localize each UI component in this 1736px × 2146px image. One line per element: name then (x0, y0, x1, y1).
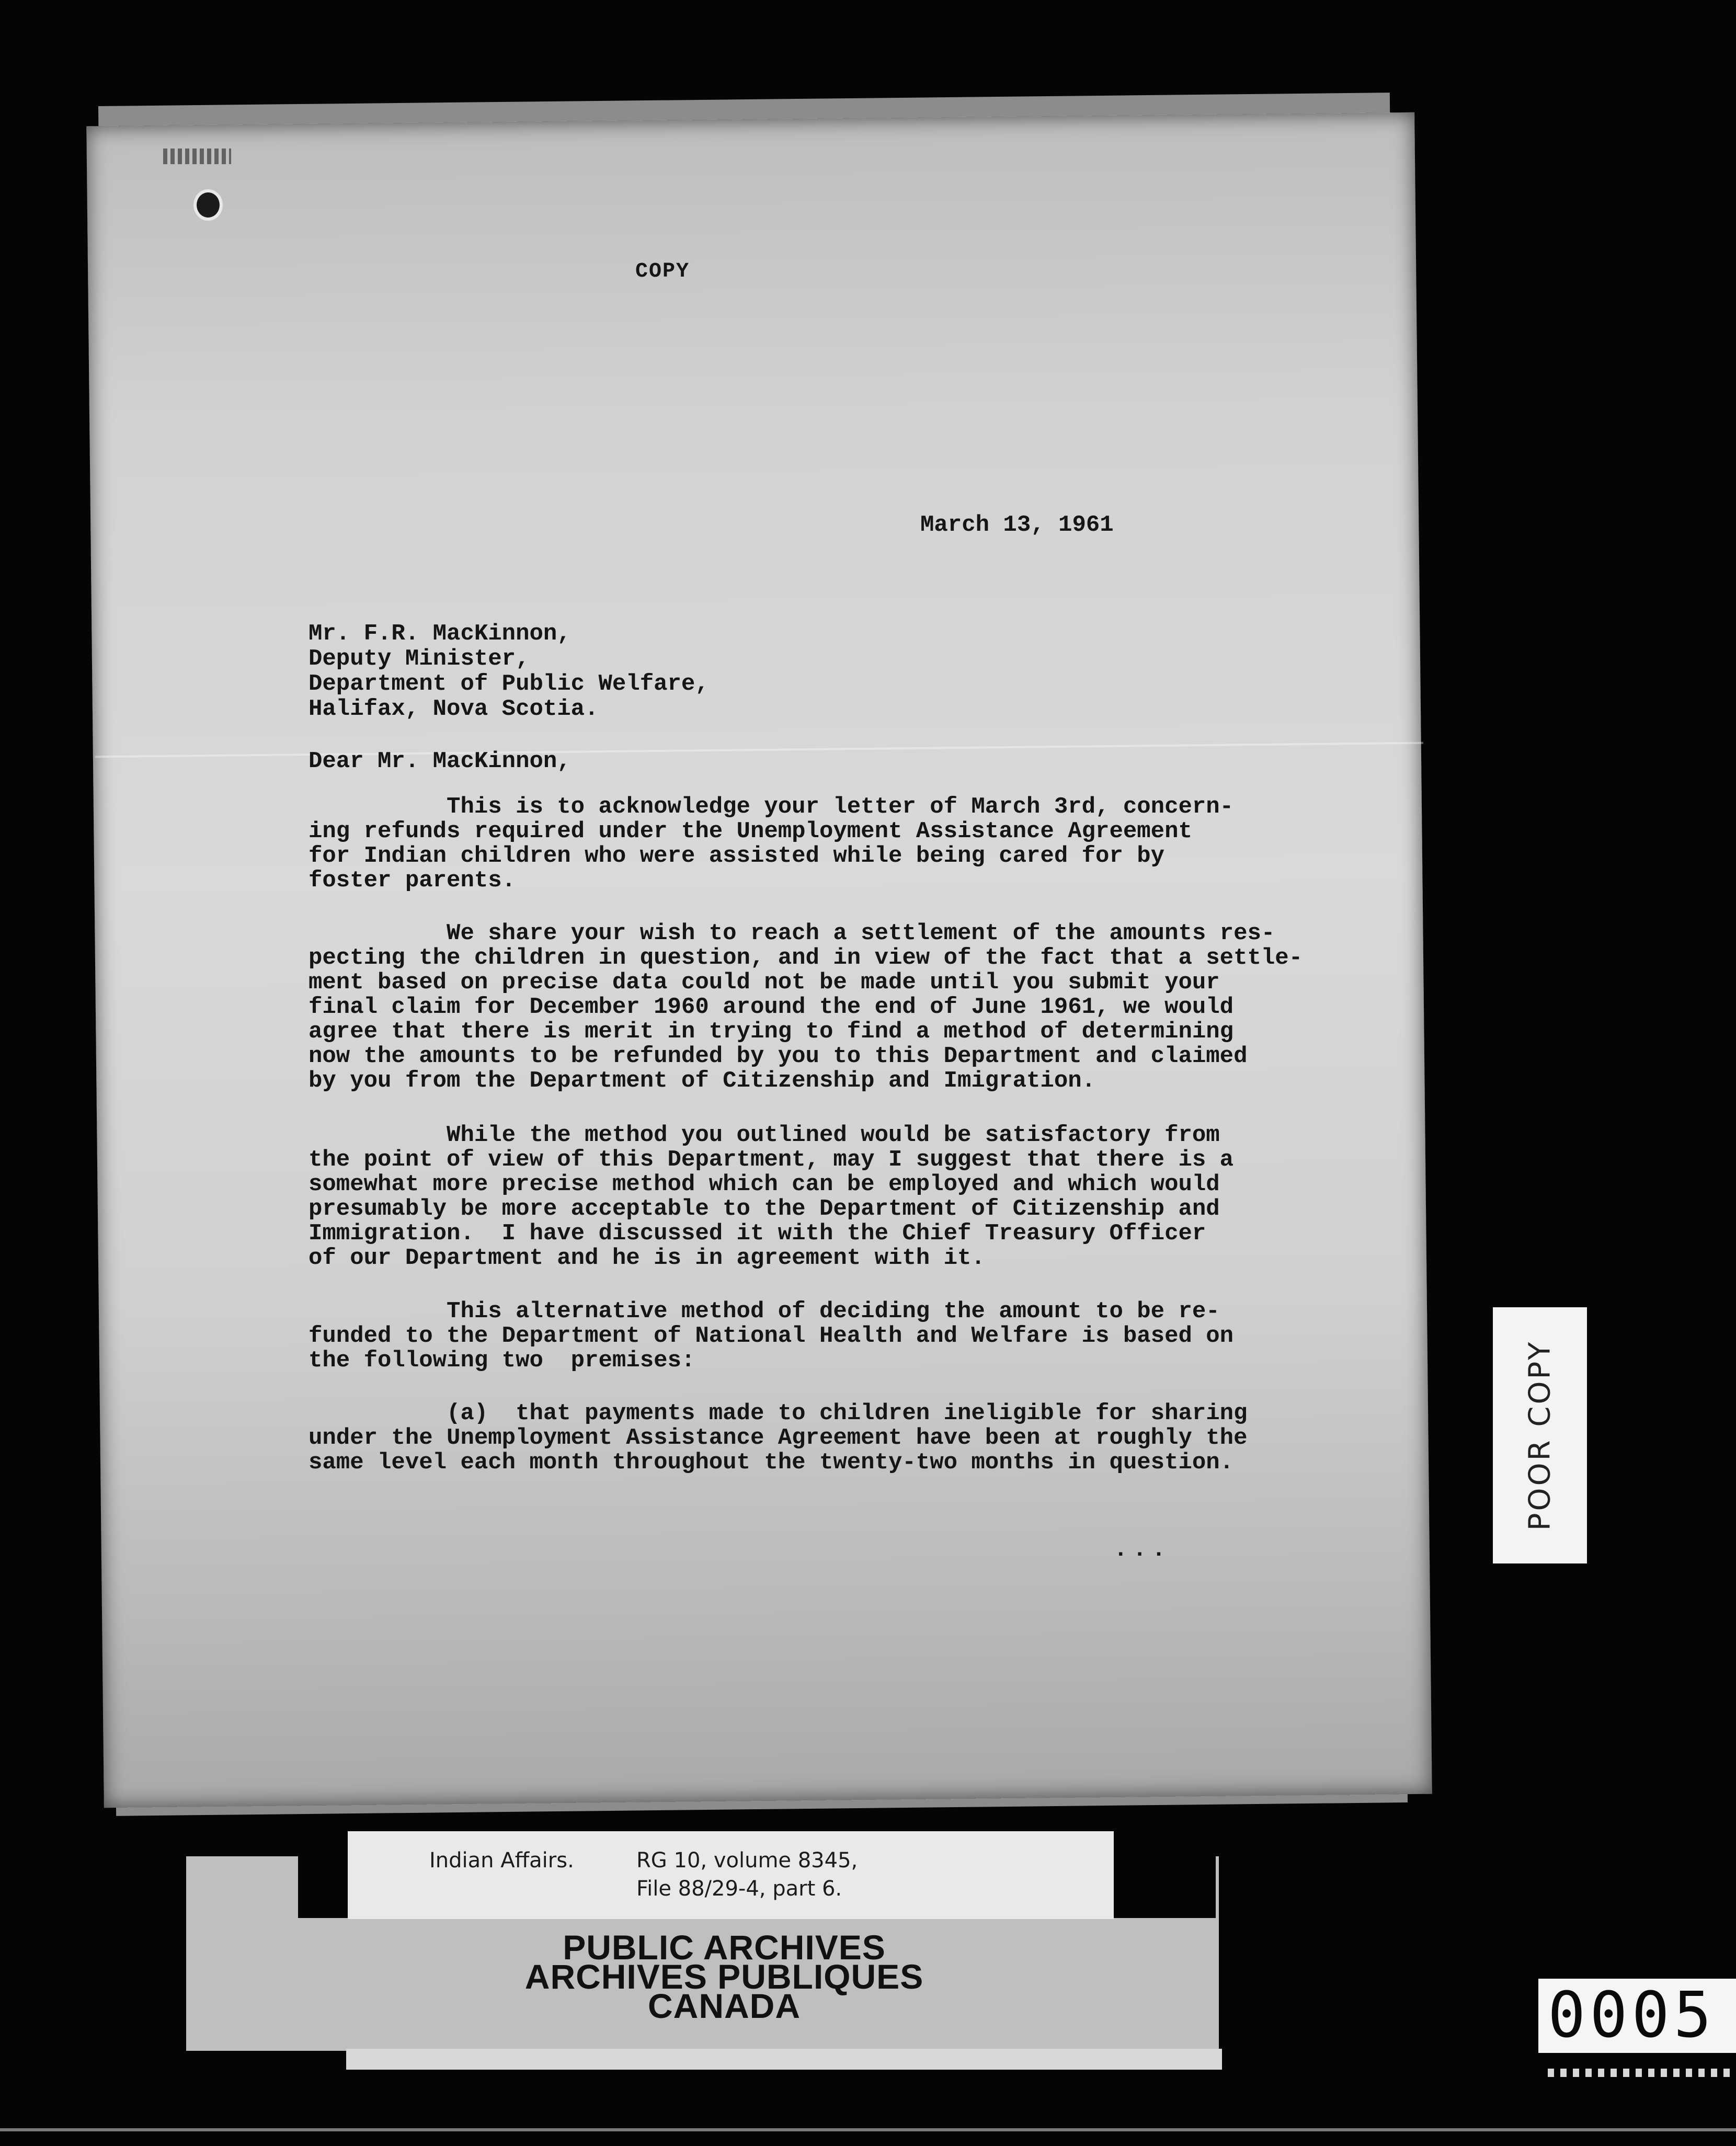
film-sprockets (1548, 2069, 1736, 2077)
letter-date: March 13, 1961 (920, 512, 1114, 538)
reference-series: Indian Affairs. (429, 1848, 574, 1873)
stamp-line: PUBLIC ARCHIVES (563, 1928, 886, 1967)
paragraph: This alternative method of deciding the amount to be re- funded to the Department of National Health and Welfare is based on the following two premises: (309, 1298, 1234, 1374)
continued-marker: ... (1114, 1537, 1171, 1563)
reference-label (348, 1831, 1114, 1919)
poor-copy-label (1493, 1307, 1587, 1563)
frame-counter: 0005 (1538, 1979, 1736, 2053)
poor-copy-text: POOR COPY (1523, 1340, 1557, 1531)
copy-mark: COPY (635, 260, 690, 283)
card-bottom-strip (346, 2049, 1222, 2070)
paragraph: This is to acknowledge your letter of March 3rd, concern- ing refunds required under the Unemployment Assistance Agreement for Indian children who were assisted while being cared for by foster parents. (309, 794, 1234, 894)
reference-volume: RG 10, volume 8345, (636, 1848, 858, 1873)
paragraph: While the method you outlined would be satisfactory from the point of view of this Department, may I suggest that there is a somewhat more precise method which can be employed and which would presumably be more acceptable to the Department of Citizenship and Immigration. I have discussed it with the Chief Treasury Officer of our Department and he is in agreement with it. (309, 1122, 1234, 1271)
paragraph: We share your wish to reach a settlement of the amounts res- pecting the children in question, and in view of the fact that a settle- ment based on precise data could not be made until you submit your final claim for December 1960 around the end of June 1961, we would agree that there is merit in trying to find a method of determining now the amounts to be refunded by you to this Department and claimed by you from the Department of Citizenship and Imigration. (309, 920, 1303, 1094)
address-line: Mr. F.R. MacKinnon, (309, 621, 571, 647)
address-line: Department of Public Welfare, (309, 671, 709, 697)
archives-stamp (450, 1928, 999, 2025)
reference-file: File 88/29-4, part 6. (636, 1877, 842, 1901)
stamp-line: ARCHIVES PUBLIQUES (524, 1957, 924, 1996)
salutation: Dear Mr. MacKinnon, (309, 748, 571, 774)
address-line: Deputy Minister, (309, 646, 530, 672)
address-line: Halifax, Nova Scotia. (309, 696, 599, 722)
paragraph: (a) that payments made to children ineligible for sharing under the Unemployment Assistance Agreement have been at roughly the same level each month throughout the twenty-two months in question. (309, 1400, 1248, 1476)
film-edge (0, 2128, 1736, 2131)
recipient-address (309, 621, 709, 722)
stamp-line: CANADA (648, 1987, 801, 2025)
